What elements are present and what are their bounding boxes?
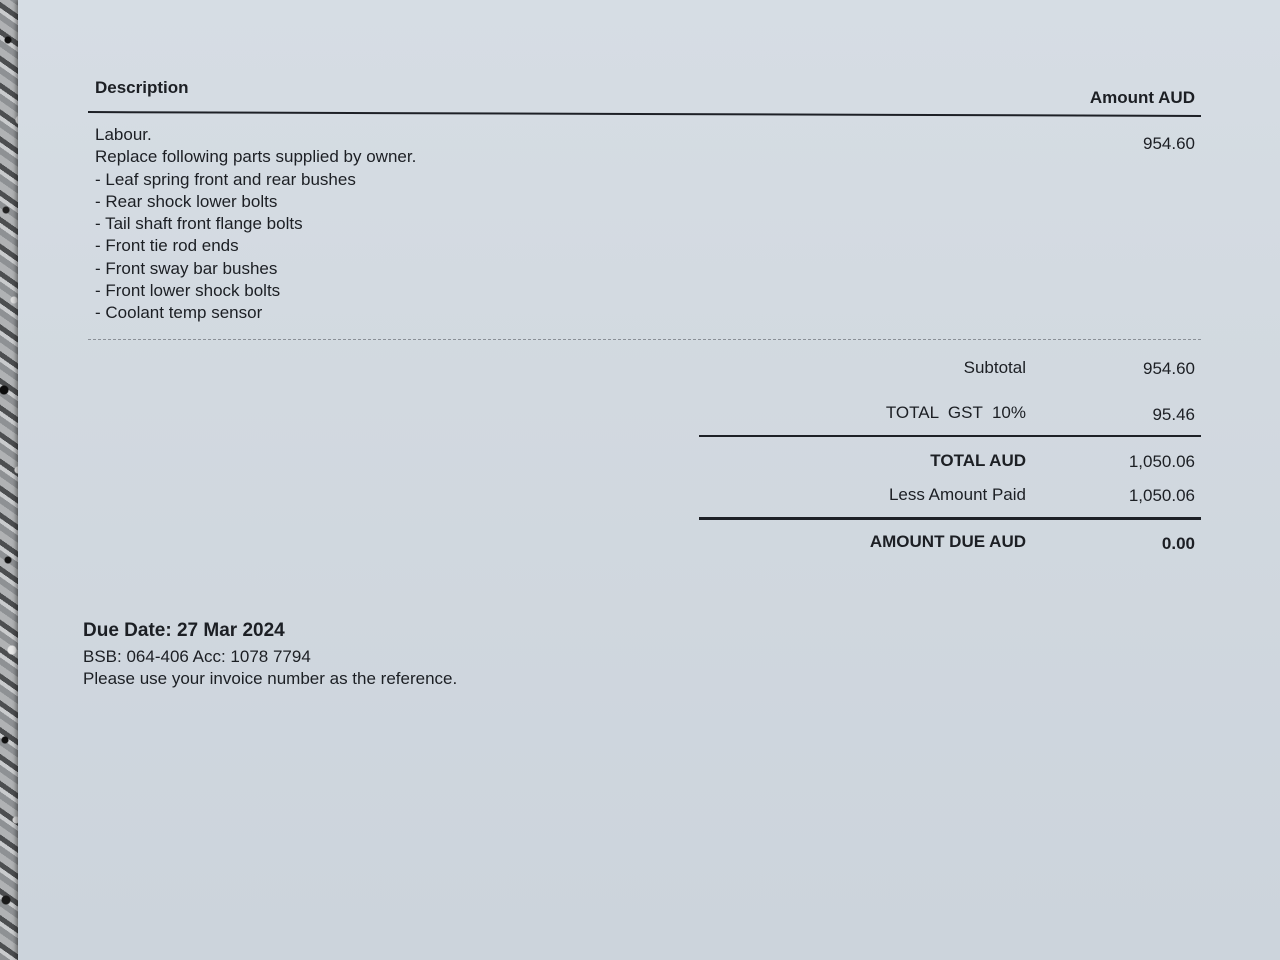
line-item-text: - Front sway bar bushes xyxy=(95,258,278,278)
amount-paid-value: 1,050.06 xyxy=(1128,486,1195,505)
items-divider xyxy=(88,339,1201,340)
line-item-amount: 954.60 xyxy=(1143,134,1195,153)
line-item-text: - Front tie rod ends xyxy=(95,236,239,256)
line-item-text: - Leaf spring front and rear bushes xyxy=(95,169,356,189)
reference-note: Please use your invoice number as the reference. xyxy=(83,669,458,688)
line-item-text: - Tail shaft front flange bolts xyxy=(95,214,303,234)
due-divider xyxy=(699,517,1201,520)
subtotal-label: Subtotal xyxy=(963,358,1026,377)
amount-due-label: AMOUNT DUE AUD xyxy=(869,532,1026,551)
gst-label: TOTAL GST 10% xyxy=(885,403,1026,422)
amount-paid-label: Less Amount Paid xyxy=(888,485,1026,504)
line-item-text: Labour. xyxy=(95,125,152,144)
subtotal-value: 954.60 xyxy=(1143,359,1195,378)
header-divider xyxy=(88,111,1201,117)
amount-header: Amount AUD xyxy=(1089,88,1195,107)
line-item-text: Replace following parts supplied by owner. xyxy=(95,147,417,167)
description-header: Description xyxy=(95,78,189,97)
gst-value: 95.46 xyxy=(1152,405,1195,424)
total-label: TOTAL AUD xyxy=(930,451,1026,470)
line-item-text: - Coolant temp sensor xyxy=(95,303,263,323)
bank-details: BSB: 064-406 Acc: 1078 7794 xyxy=(83,647,311,666)
line-item-text: - Rear shock lower bolts xyxy=(95,191,278,211)
total-value: 1,050.06 xyxy=(1128,452,1195,471)
due-date: Due Date: 27 Mar 2024 xyxy=(83,620,285,641)
totals-divider xyxy=(699,435,1201,437)
invoice-page xyxy=(18,0,1280,960)
line-item-description xyxy=(95,124,416,325)
line-item-text: - Front lower shock bolts xyxy=(95,281,281,301)
amount-due-value: 0.00 xyxy=(1161,534,1195,553)
